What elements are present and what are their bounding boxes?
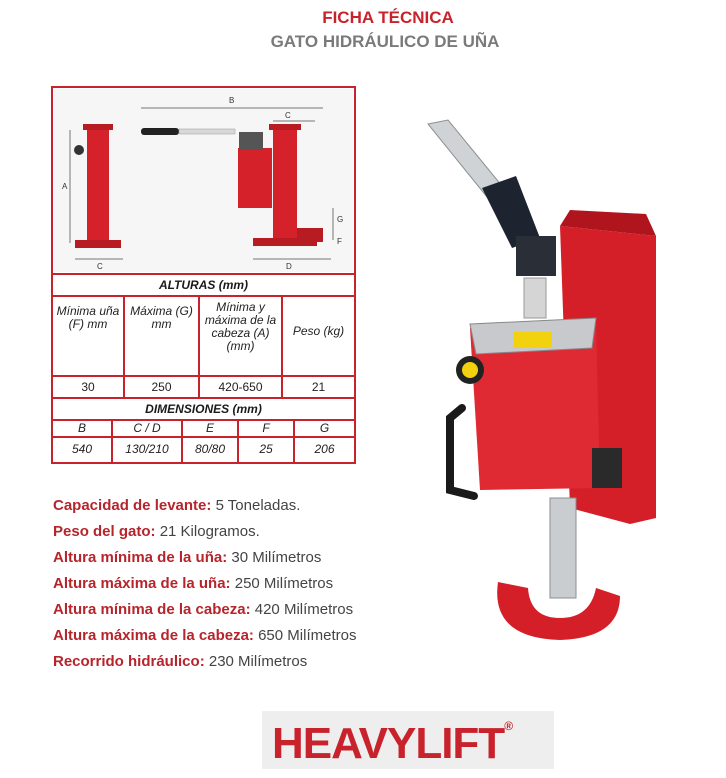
product-photo-jack — [420, 118, 710, 658]
dimensiones-header-cell: F — [239, 421, 295, 436]
right-jack-toe — [297, 228, 323, 242]
spec-label: Altura mínima de la uña: — [53, 549, 228, 566]
spec-item — [53, 571, 356, 597]
spec-label: Altura mínima de la cabeza: — [53, 601, 251, 618]
spec-label: Recorrido hidráulico: — [53, 653, 205, 670]
handle-bar — [179, 129, 235, 134]
handle-grip — [141, 128, 179, 135]
alturas-header-cell: Mínima y máxima de la cabeza (A)(mm) — [200, 297, 283, 375]
carry-handle — [450, 408, 474, 496]
dim-label-a: A — [62, 182, 68, 191]
pump-linkage — [516, 236, 556, 276]
brand-logo-word: HEAVYLIFT — [272, 719, 505, 768]
spec-item — [53, 493, 356, 519]
alturas-value-cell: 250 — [125, 377, 200, 397]
alturas-value-cell: 21 — [311, 380, 326, 394]
alturas-value-cell: 420-650 — [200, 377, 283, 397]
spec-item — [53, 597, 356, 623]
dimensiones-value-row — [53, 436, 354, 462]
dimensiones-value-cell: 540 — [53, 438, 113, 462]
dimensiones-header-cell: G — [319, 421, 330, 435]
spec-item — [53, 623, 356, 649]
pump-head — [239, 132, 263, 150]
spec-label: Peso del gato: — [53, 523, 156, 540]
dimensiones-title: DIMENSIONES (mm) — [53, 397, 354, 419]
spec-value: 30 Milímetros — [231, 549, 322, 566]
spec-value: 420 Milímetros — [254, 601, 354, 618]
dim-label-c-left: C — [97, 262, 103, 271]
left-jack-base — [75, 240, 121, 248]
brand-logo-text — [272, 719, 512, 769]
left-jack-cap — [83, 124, 113, 130]
spec-sheet-box — [51, 86, 356, 464]
alturas-header-cell: Mínima uña (F) mm — [53, 297, 125, 375]
dim-label-g: G — [337, 215, 344, 224]
right-jack-cap — [269, 124, 301, 130]
spec-label: Altura máxima de la cabeza: — [53, 627, 254, 644]
left-jack-body — [87, 126, 109, 246]
spec-item — [53, 649, 356, 675]
dimensiones-value-cell: 25 — [239, 438, 295, 462]
spec-value: 250 Milímetros — [234, 575, 334, 592]
spec-value: 5 Toneladas. — [215, 497, 301, 514]
warning-label — [514, 332, 552, 348]
spec-label: Altura máxima de la uña: — [53, 575, 231, 592]
dimensiones-value-cell: 130/210 — [113, 438, 183, 462]
left-jack-knob — [74, 145, 84, 155]
spec-label: Capacidad de levante: — [53, 497, 212, 514]
dimension-diagram — [53, 88, 354, 273]
brand-logo — [262, 711, 554, 769]
toe-stem — [550, 498, 576, 598]
dimensiones-value-cell: 80/80 — [183, 438, 239, 462]
page-title: FICHA TÉCNICA — [322, 8, 454, 27]
dimensiones-header-cell: C / D — [113, 421, 183, 436]
alturas-header-row — [53, 295, 354, 375]
dimensiones-header-cell: B — [53, 421, 113, 436]
alturas-header-cell: Peso (kg) — [292, 324, 345, 338]
registered-mark: ® — [504, 719, 513, 733]
alturas-value-row — [53, 375, 354, 397]
release-knob-center — [462, 362, 478, 378]
page-subtitle: GATO HIDRÁULICO DE UÑA — [270, 32, 500, 51]
dim-label-d: D — [286, 262, 292, 271]
dimensiones-header-row — [53, 419, 354, 436]
dim-label-f: F — [337, 237, 342, 246]
spec-value: 21 Kilogramos. — [159, 523, 260, 540]
spec-value: 230 Milímetros — [208, 653, 308, 670]
right-jack-body — [273, 126, 297, 244]
dim-label-c-right: C — [285, 111, 291, 120]
spec-list — [53, 493, 356, 675]
dim-label-b: B — [229, 96, 235, 105]
alturas-value-cell: 30 — [53, 377, 125, 397]
dimensiones-value-cell: 206 — [314, 442, 335, 456]
pump-piston — [524, 278, 546, 318]
pump-body — [238, 148, 272, 208]
dimensiones-header-cell: E — [183, 421, 239, 436]
spec-value: 650 Milímetros — [258, 627, 357, 644]
alturas-title: ALTURAS (mm) — [53, 273, 354, 295]
alturas-header-cell: Máxima (G) mm — [125, 297, 200, 375]
spec-item — [53, 545, 356, 571]
toe-slide — [592, 448, 622, 488]
spec-item — [53, 519, 356, 545]
